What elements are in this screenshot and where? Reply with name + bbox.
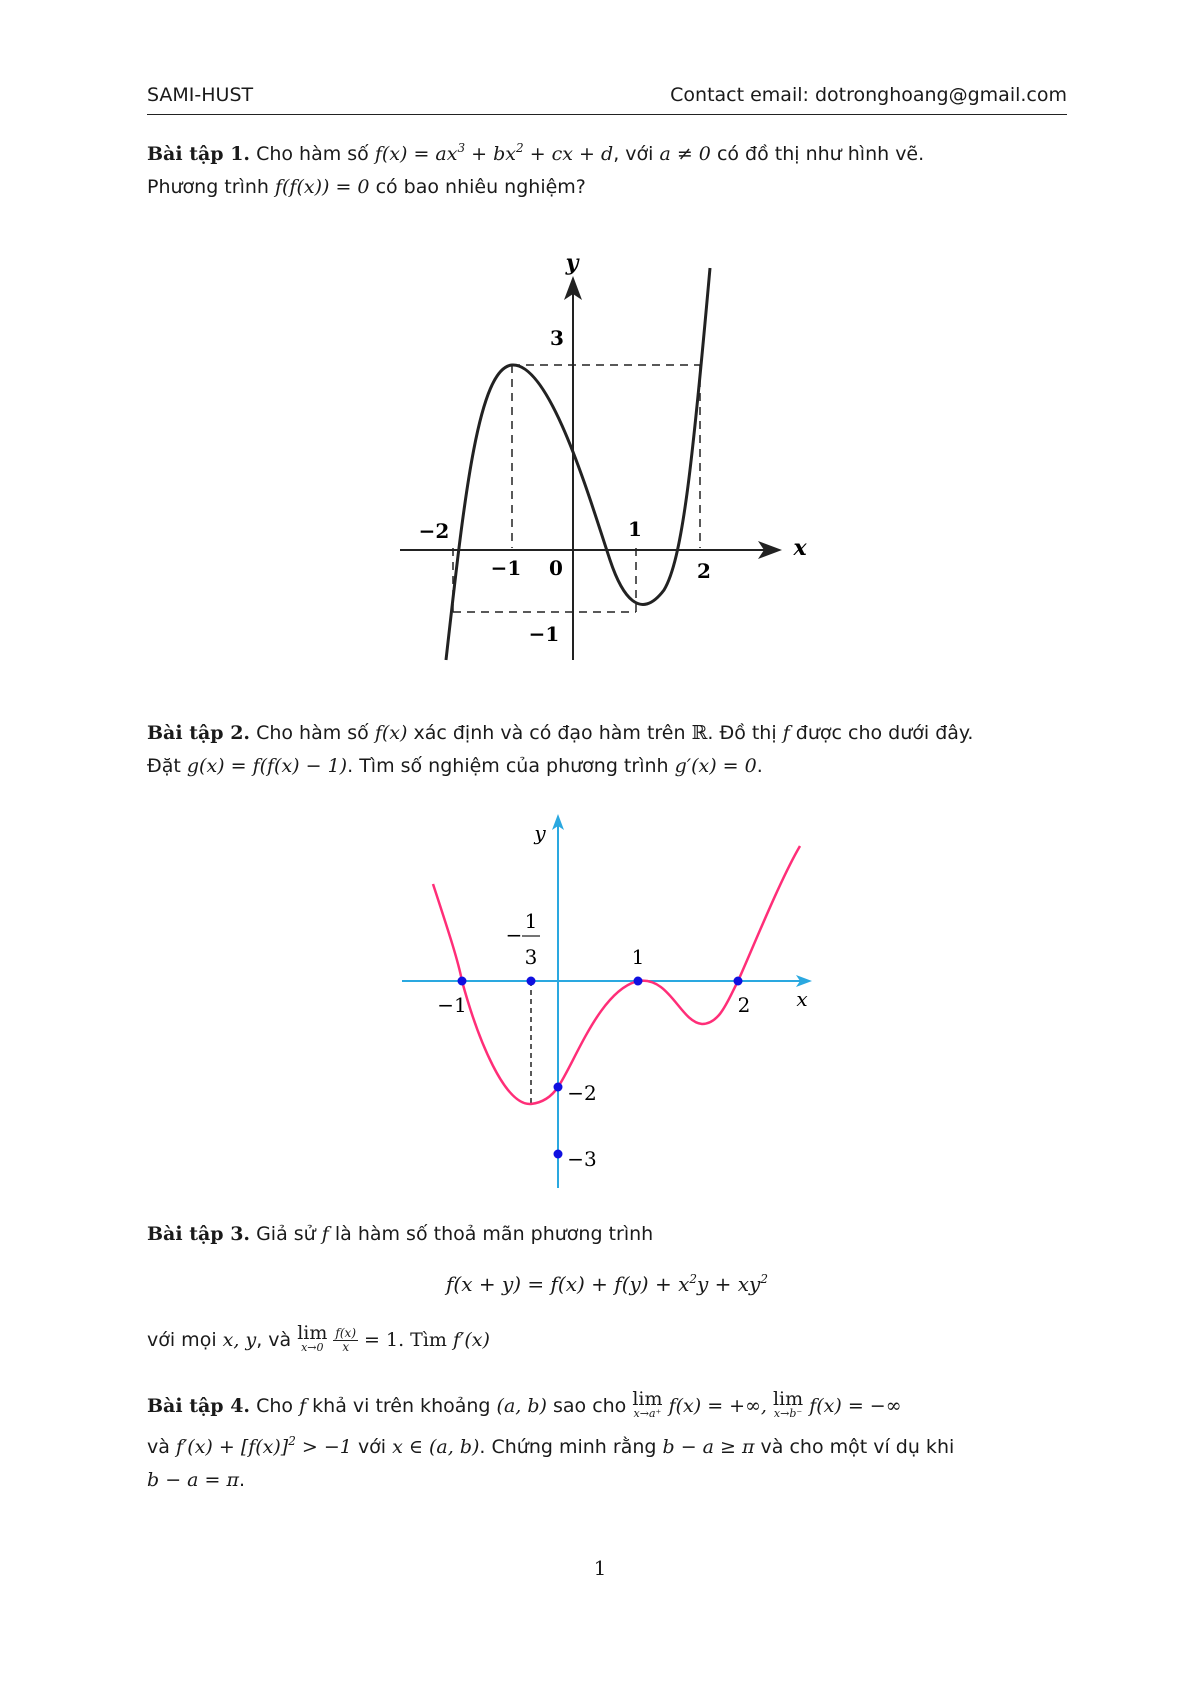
exercise-1-equation: f(f(x)) = 0 xyxy=(274,176,370,198)
exercise-1-line-1 xyxy=(147,138,1067,171)
exercise-3-title: Bài tập 3. xyxy=(147,1223,251,1245)
graph-2-y-label: y xyxy=(534,821,546,845)
exercise-3-fraction: $\frac{f(x)}{x}$ xyxy=(335,1326,356,1354)
graph-1-y-label: y xyxy=(565,250,579,276)
exercise-1-graph-note: có đồ thị như hình vẽ. xyxy=(716,143,925,165)
header-rule xyxy=(147,114,1067,115)
graph-1-tick-y-minus-1: −1 xyxy=(528,622,560,646)
exercise-1-intro: Cho hàm số xyxy=(256,143,369,165)
graph-2-tick-frac-denominator: 3 xyxy=(524,945,538,969)
exercise-4-limit-b: lim x→b⁻ xyxy=(772,1388,804,1420)
graph-2-tick-x-1: 1 xyxy=(631,945,645,969)
exercise-4-claim: b − a ≥ π xyxy=(662,1436,755,1458)
graph-1-tick-x-2: 2 xyxy=(697,559,711,583)
exercise-3-functional-equation: $f(x + y) = f(x) + f(y) + x^2y + xy^2$ xyxy=(446,1272,768,1296)
exercise-3-intro: Bài tập 3. Giả sử f là hàm số thoả mãn phương trình xyxy=(147,1223,654,1245)
exercise-3-target: f′(x) xyxy=(453,1329,490,1351)
graph-2-tick-x-2: 2 xyxy=(737,993,751,1017)
graph-2-tick-y-minus-2: −2 xyxy=(567,1081,597,1105)
graph-2-points xyxy=(458,977,743,1159)
exercise-1-text xyxy=(147,138,1067,204)
header-left: SAMI-HUST xyxy=(147,84,254,106)
graph-2-tick-y-minus-3: −3 xyxy=(567,1147,597,1171)
graph-1-x-label: x xyxy=(793,535,807,561)
exercise-4-line-1: Bài tập 4. Cho f khả vi trên khoảng (a, b) sao cho lim x→a⁺ f(x) = +∞, lim x→b⁻ f(x) = −∞ xyxy=(147,1388,902,1420)
header-contact-email: Contact email: dotronghoang@gmail.com xyxy=(670,84,1067,106)
graph-1-tick-x-minus-1: −1 xyxy=(490,556,522,580)
graph-2-point-x-minus-third xyxy=(527,977,536,986)
exercise-4-limit-a: lim x→a⁺ xyxy=(632,1388,663,1420)
graph-2-point-x-1 xyxy=(634,977,643,986)
exercise-1-graph xyxy=(380,240,810,670)
exercise-2-line-2: Đặt g(x) = f(f(x) − 1). Tìm số nghiệm của phương trình g′(x) = 0. xyxy=(147,755,763,777)
graph-2-tick-frac-numerator: 1 xyxy=(524,909,538,933)
graph-1-tick-x-minus-2: −2 xyxy=(418,519,450,543)
exercise-4-inequality: $f'(x) + [f(x)]^2 > -1$ xyxy=(175,1434,352,1458)
exercise-2-text xyxy=(147,717,1067,783)
exercise-1-title: Bài tập 1. xyxy=(147,143,251,165)
exercise-2-g-definition: g(x) = f(f(x) − 1) xyxy=(186,755,348,777)
exercise-4-line-2: và $f'(x) + [f(x)]^2 > -1$ với x ∈ (a, b). Chứng minh rằng b − a ≥ π và cho một ví dụ khi xyxy=(147,1434,955,1458)
graph-2-curve xyxy=(433,846,800,1104)
graph-2-point-y-minus-3 xyxy=(554,1150,563,1159)
exercise-1-condition: a ≠ 0 xyxy=(659,143,711,165)
page-number: 1 xyxy=(593,1556,607,1580)
exercise-1-with: , với xyxy=(613,143,654,165)
graph-2-x-label: x xyxy=(796,987,808,1011)
graph-2-tick-minus-sign: − xyxy=(505,923,523,947)
exercise-4-title: Bài tập 4. xyxy=(147,1395,251,1417)
graph-1-tick-y-3: 3 xyxy=(550,326,564,350)
graph-2-point-y-minus-2 xyxy=(554,1083,563,1092)
exercise-2-title: Bài tập 2. xyxy=(147,722,251,744)
exercise-3-limit: lim x→0 xyxy=(297,1322,328,1354)
exercise-3-line-2: với mọi x, y, và lim x→0 $\frac{f(x)}{x}$ = 1. Tìm f′(x) xyxy=(147,1322,490,1354)
graph-2-point-x-minus-1 xyxy=(458,977,467,986)
graph-2-tick-x-minus-1: −1 xyxy=(437,993,467,1017)
exercise-1-line-2: Phương trình f(f(x)) = 0 có bao nhiêu nghiệm? xyxy=(147,176,586,198)
exercise-4-line-3: b − a = π. xyxy=(147,1469,246,1491)
exercise-2-line-1: Bài tập 2. Cho hàm số f(x) xác định và có đạo hàm trên ℝ. Đồ thị f được cho dưới đây. xyxy=(147,722,974,744)
graph-1-tick-origin: 0 xyxy=(549,556,563,580)
exercise-2-graph xyxy=(390,810,830,1190)
real-numbers-symbol: ℝ xyxy=(691,722,708,744)
graph-1-tick-x-1: 1 xyxy=(628,517,642,541)
exercise-1-function: $f(x) = ax^3 + bx^2$ + cx + d xyxy=(374,141,614,165)
graph-1-cubic-curve xyxy=(446,268,710,660)
graph-2-point-x-2 xyxy=(734,977,743,986)
page-header xyxy=(147,84,1067,106)
exercise-4-text xyxy=(147,1390,1067,1497)
exercise-2-equation: g′(x) = 0 xyxy=(674,755,757,777)
